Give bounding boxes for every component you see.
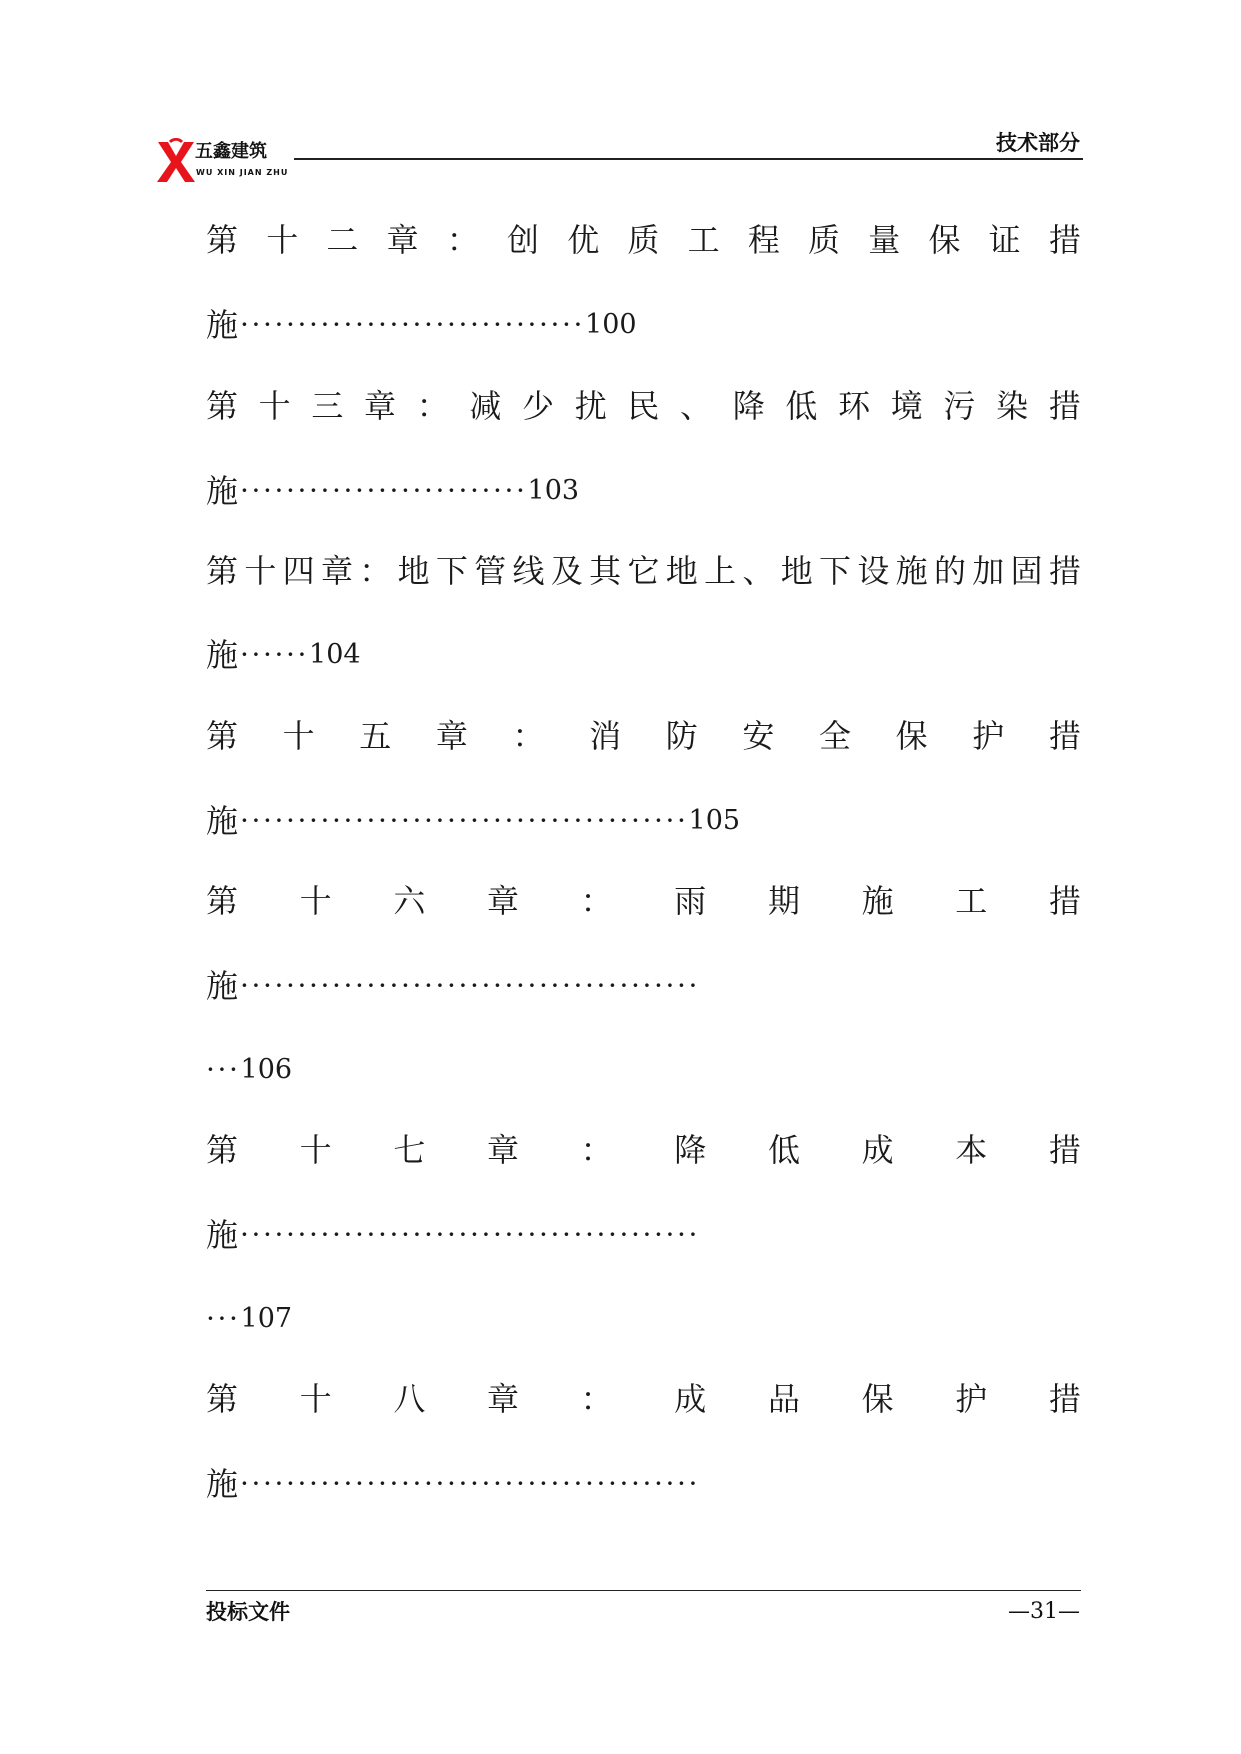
toc-page-number: 100 xyxy=(585,309,637,340)
toc-entry-18-continuation xyxy=(206,1459,1081,1509)
toc-title-char: 施 xyxy=(895,552,928,590)
toc-title-char: 扰 xyxy=(574,387,607,425)
toc-title-char: 七 xyxy=(393,1131,426,1169)
toc-title-char: 降 xyxy=(732,387,765,425)
toc-title-char: 下 xyxy=(435,552,468,590)
footer-rule xyxy=(206,1590,1081,1591)
toc-entry-15-continuation xyxy=(206,796,1081,846)
toc-title-char: 十 xyxy=(299,882,332,920)
toc-title-char: 十 xyxy=(244,552,277,590)
toc-title-char: ： xyxy=(446,221,479,259)
toc-title-char: 少 xyxy=(522,387,555,425)
toc-title-char: 减 xyxy=(469,387,502,425)
toc-title-char: 境 xyxy=(890,387,923,425)
toc-title-char: 八 xyxy=(393,1380,426,1418)
toc-title-char: 四 xyxy=(282,552,315,590)
toc-title-char: 工 xyxy=(955,882,988,920)
toc-leader-dots: ··· xyxy=(206,1053,241,1086)
toc-title-char: 全 xyxy=(819,717,852,755)
toc-title-char: 本 xyxy=(955,1131,988,1169)
toc-title-char: 线 xyxy=(512,552,545,590)
toc-leader-dots: ··· xyxy=(206,1302,241,1335)
toc-title-char: 措 xyxy=(1048,387,1081,425)
header-rule xyxy=(294,158,1083,160)
toc-title-char: 创 xyxy=(507,221,540,259)
toc-title-char: 十 xyxy=(258,387,291,425)
toc-page-number: 105 xyxy=(688,805,741,836)
toc-title-char: 章 xyxy=(386,221,419,259)
toc-leader-dots: ······························ xyxy=(240,308,586,341)
company-logo xyxy=(155,138,300,186)
logo-chinese-name: 五鑫建筑 xyxy=(195,141,267,162)
toc-title-char: 第 xyxy=(206,552,239,590)
toc-title-char: 质 xyxy=(627,221,660,259)
toc-title-char: ： xyxy=(580,1131,613,1169)
toc-title-char: 第 xyxy=(206,1131,239,1169)
toc-page-number: 104 xyxy=(309,639,361,670)
toc-title-char: 固 xyxy=(1010,552,1043,590)
toc-title-char: 下 xyxy=(819,552,852,590)
toc-title-char: 消 xyxy=(589,717,622,755)
toc-leader-dots: ········································ xyxy=(240,969,701,1002)
toc-title-char: 第 xyxy=(206,387,239,425)
toc-continuation-char: 施 xyxy=(206,306,239,344)
toc-title-char: ： xyxy=(359,552,392,590)
toc-title-char: 期 xyxy=(767,882,800,920)
toc-continuation-char: 施 xyxy=(206,1465,239,1503)
toc-entry-15-title[interactable] xyxy=(206,711,1081,761)
toc-title-char: 保 xyxy=(895,717,928,755)
toc-title-char: 防 xyxy=(665,717,698,755)
toc-title-char: 章 xyxy=(435,717,468,755)
toc-continuation-char: 施 xyxy=(206,472,239,510)
toc-page-number: 106 xyxy=(240,1054,293,1085)
toc-leader-dots: ······································· xyxy=(240,804,689,837)
toc-page-number: 107 xyxy=(240,1303,293,1334)
toc-title-char: 环 xyxy=(838,387,871,425)
toc-entry-12-title[interactable] xyxy=(206,215,1081,265)
toc-title-char: 它 xyxy=(627,552,660,590)
toc-title-char: 五 xyxy=(359,717,392,755)
toc-title-char: ： xyxy=(512,717,545,755)
footer-page-number: —31— xyxy=(1008,1599,1080,1624)
toc-leader-dots: ········································ xyxy=(240,1218,701,1251)
toc-title-char: 民 xyxy=(627,387,660,425)
toc-entry-16-continuation xyxy=(206,961,1081,1011)
toc-title-char: 十 xyxy=(299,1131,332,1169)
toc-title-char: 地 xyxy=(780,552,813,590)
toc-title-char: 管 xyxy=(474,552,507,590)
toc-title-char: 设 xyxy=(857,552,890,590)
toc-title-char: 加 xyxy=(972,552,1005,590)
toc-leader-dots: ······ xyxy=(240,638,310,671)
toc-title-char: 量 xyxy=(868,221,901,259)
toc-title-char: ： xyxy=(416,387,449,425)
toc-title-char: 成 xyxy=(861,1131,894,1169)
toc-title-char: 章 xyxy=(486,1131,519,1169)
toc-title-char: 雨 xyxy=(674,882,707,920)
toc-title-char: 、 xyxy=(742,552,775,590)
toc-title-char: 程 xyxy=(747,221,780,259)
toc-title-char: ： xyxy=(580,1380,613,1418)
toc-entry-17-continuation xyxy=(206,1210,1081,1260)
toc-title-char: 优 xyxy=(567,221,600,259)
toc-title-char: 上 xyxy=(704,552,737,590)
toc-title-char: 低 xyxy=(785,387,818,425)
toc-title-char: 及 xyxy=(550,552,583,590)
toc-title-char: 地 xyxy=(397,552,430,590)
toc-entry-18-title[interactable] xyxy=(206,1374,1081,1424)
toc-title-char: 章 xyxy=(364,387,397,425)
toc-title-char: 三 xyxy=(311,387,344,425)
toc-title-char: 护 xyxy=(972,717,1005,755)
toc-title-char: 措 xyxy=(1048,1380,1081,1418)
toc-title-char: 成 xyxy=(674,1380,707,1418)
toc-continuation-char: 施 xyxy=(206,967,239,1005)
toc-title-char: 措 xyxy=(1048,882,1081,920)
toc-entry-12-continuation xyxy=(206,300,1081,350)
toc-title-char: 措 xyxy=(1048,221,1081,259)
toc-entry-13-title[interactable] xyxy=(206,381,1081,431)
toc-title-char: 措 xyxy=(1048,717,1081,755)
toc-title-char: 第 xyxy=(206,221,239,259)
toc-title-char: 染 xyxy=(996,387,1029,425)
toc-title-char: 保 xyxy=(928,221,961,259)
toc-title-char: 六 xyxy=(393,882,426,920)
toc-title-char: 十 xyxy=(299,1380,332,1418)
toc-title-char: 的 xyxy=(933,552,966,590)
toc-title-char: 工 xyxy=(687,221,720,259)
toc-title-char: 安 xyxy=(742,717,775,755)
toc-leader-dots: ········································ xyxy=(240,1467,701,1500)
toc-title-char: 措 xyxy=(1048,552,1081,590)
toc-entry-17-continuation-2 xyxy=(206,1294,1081,1344)
logo-x-mark-icon xyxy=(155,138,197,184)
toc-title-char: 章 xyxy=(320,552,353,590)
footer-document-label: 投标文件 xyxy=(206,1600,290,1624)
toc-page-number: 103 xyxy=(527,475,580,506)
toc-entry-16-continuation-2 xyxy=(206,1045,1081,1095)
toc-title-char: ： xyxy=(580,882,613,920)
toc-leader-dots: ························· xyxy=(240,474,528,507)
toc-continuation-char: 施 xyxy=(206,1216,239,1254)
toc-title-char: 第 xyxy=(206,717,239,755)
toc-title-char: 污 xyxy=(943,387,976,425)
toc-title-char: 保 xyxy=(861,1380,894,1418)
toc-title-char: 第 xyxy=(206,1380,239,1418)
toc-continuation-char: 施 xyxy=(206,636,239,674)
toc-title-char: 章 xyxy=(486,1380,519,1418)
toc-title-char: 其 xyxy=(589,552,622,590)
toc-title-char: 十 xyxy=(282,717,315,755)
logo-english-name: WU XIN JIAN ZHU xyxy=(196,168,289,177)
toc-title-char: 措 xyxy=(1048,1131,1081,1169)
toc-entry-13-continuation xyxy=(206,466,1081,516)
toc-title-char: 二 xyxy=(326,221,359,259)
toc-entry-17-title[interactable] xyxy=(206,1125,1081,1175)
header-section-label: 技术部分 xyxy=(996,131,1080,155)
toc-title-char: 、 xyxy=(680,387,713,425)
toc-title-char: 质 xyxy=(808,221,841,259)
toc-entry-14-title[interactable] xyxy=(206,546,1081,596)
toc-title-char: 十 xyxy=(266,221,299,259)
toc-title-char: 护 xyxy=(955,1380,988,1418)
toc-title-char: 品 xyxy=(767,1380,800,1418)
toc-entry-16-title[interactable] xyxy=(206,876,1081,926)
toc-title-char: 章 xyxy=(486,882,519,920)
toc-title-char: 低 xyxy=(767,1131,800,1169)
toc-title-char: 地 xyxy=(665,552,698,590)
toc-title-char: 降 xyxy=(674,1131,707,1169)
toc-entry-14-continuation xyxy=(206,630,1081,680)
toc-continuation-char: 施 xyxy=(206,802,239,840)
toc-title-char: 施 xyxy=(861,882,894,920)
toc-title-char: 第 xyxy=(206,882,239,920)
toc-title-char: 证 xyxy=(988,221,1021,259)
